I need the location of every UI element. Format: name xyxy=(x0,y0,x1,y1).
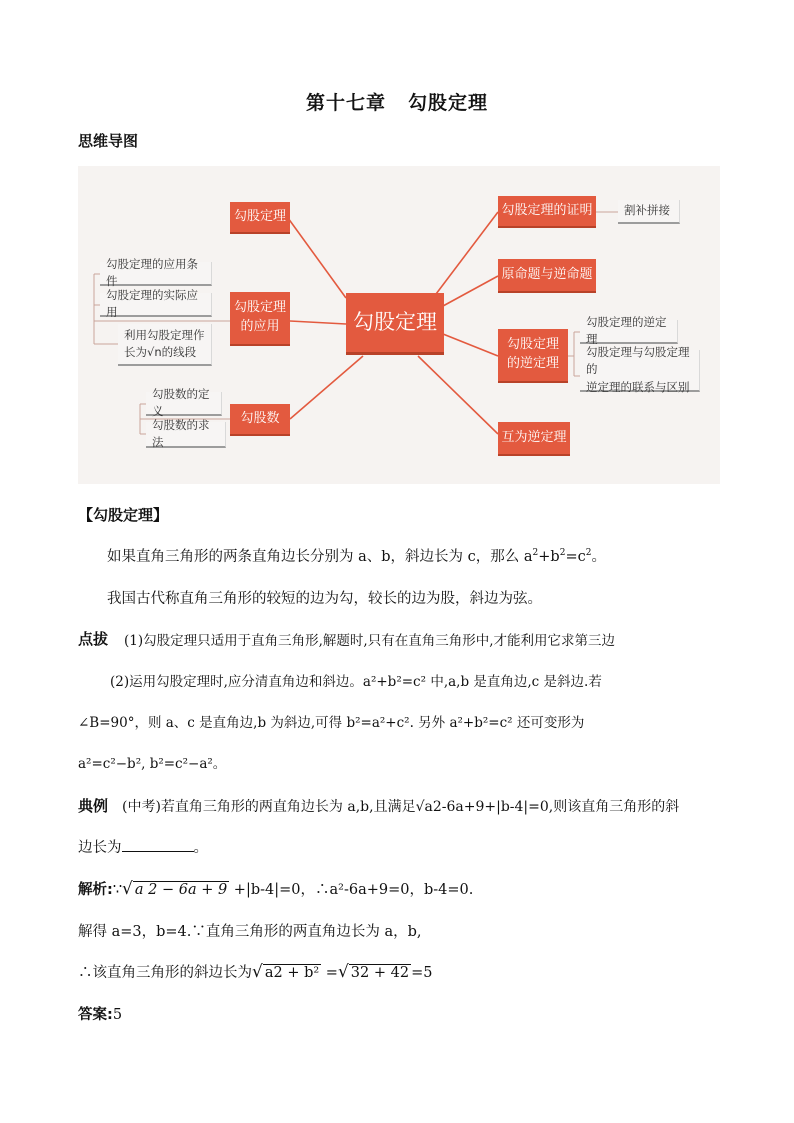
answer-value: 5 xyxy=(112,1007,123,1023)
exp: 2 xyxy=(532,548,539,559)
tip-line-1: (1)勾股定理只适用于直角三角形,解题时,只有在直角三角形中,才能利用它求第三边 xyxy=(124,633,615,649)
radicand: a2 + b² xyxy=(264,965,320,981)
mindmap-leaf-relation xyxy=(580,345,700,394)
solution-line-2: 解得 a=3，b=4.∵直角三角形的两直角边长为 a，b, xyxy=(78,924,422,940)
mindmap-node-theorem: 勾股定理 xyxy=(230,202,290,234)
chapter-name: 勾股定理 xyxy=(408,92,489,114)
exp: 2 xyxy=(585,548,592,559)
text: =c xyxy=(565,549,586,565)
text: 如果直角三角形的两条直角边长分别为 a、b，斜边长为 c，那么 a xyxy=(107,549,533,565)
section-heading: 【勾股定理】 xyxy=(78,506,169,524)
text: 边长为 xyxy=(78,840,122,856)
page-title xyxy=(0,88,794,115)
radical-sign: √ xyxy=(337,962,349,982)
solution-line-3 xyxy=(78,961,432,982)
radical-sign: √ xyxy=(122,879,133,899)
leaf-line-2: 逆定理的联系与区别 xyxy=(586,379,690,394)
text: +|b-4|=0，∴a²-6a+9=0，b-4=0. xyxy=(229,882,474,898)
mindmap-leaf-practical: 勾股定理的实际应用 xyxy=(100,293,212,317)
example-line-1: (中考)若直角三角形的两直角边长为 a,b,且满足√a2-6a+9+|b-4|=0,则该直角三角形的斜 xyxy=(122,799,680,815)
text: +b xyxy=(538,549,560,565)
mindmap-leaf-converse-theorem: 勾股定理的逆定理 xyxy=(580,320,678,344)
definition-paragraph xyxy=(107,545,606,566)
text: ∴该直角三角形的斜边长为 xyxy=(78,965,252,981)
radical-sign: √ xyxy=(252,962,263,982)
tip-line-3: ∠B=90°，则 a、c 是直角边,b 为斜边,可得 b²=a²+c². 另外 a²+b²=c² 还可变形为 xyxy=(78,715,585,731)
leaf-text: 长为 xyxy=(124,345,147,359)
text: 。 xyxy=(591,549,606,565)
answer-blank xyxy=(122,839,194,852)
mindmap-leaf-conditions: 勾股定理的应用条件 xyxy=(100,262,212,286)
leaf-line-2 xyxy=(124,344,196,361)
chapter-number: 第十七章 xyxy=(305,92,386,114)
mindmap-node-pythagorean-triples: 勾股数 xyxy=(230,404,290,436)
exp: 2 xyxy=(559,548,566,559)
mind-map xyxy=(78,166,720,484)
example-line-2 xyxy=(78,836,208,857)
answer-line xyxy=(78,1003,122,1024)
mindmap-node-mutual-converse: 互为逆定理 xyxy=(498,422,570,456)
text: ∵ xyxy=(112,882,123,898)
leaf-line-1: 勾股定理与勾股定理的 xyxy=(586,345,690,377)
sqrt-n: √n xyxy=(147,345,162,359)
mindmap-node-proof: 勾股定理的证明 xyxy=(498,196,596,228)
text: =5 xyxy=(411,965,433,981)
leaf-line-1: 利用勾股定理作 xyxy=(124,327,205,342)
radicand: a 2 − 6a + 9 xyxy=(134,882,228,898)
solution-label: 解析: xyxy=(78,882,113,898)
tip-line-2: (2)运用勾股定理时,应分清直角边和斜边。a²+b²=c² 中,a,b 是直角边,c 是斜边.若 xyxy=(110,674,602,690)
mindmap-center-node: 勾股定理 xyxy=(346,293,444,355)
solution-line-1 xyxy=(78,878,473,899)
tip-line-4: a²=c²−b², b²=c²−a²。 xyxy=(78,756,227,772)
history-paragraph: 我国古代称直角三角形的较短的边为勾，较长的边为股，斜边为弦。 xyxy=(107,591,542,607)
mindmap-leaf-triple-definition: 勾股数的定义 xyxy=(146,392,222,416)
text: = xyxy=(321,965,338,981)
mindmap-node-converse: 勾股定理 的逆定理 xyxy=(498,329,568,383)
mindmap-leaf-construct-segment xyxy=(118,324,212,366)
answer-label: 答案: xyxy=(78,1007,113,1023)
mindmap-node-application: 勾股定理 的应用 xyxy=(230,292,290,346)
mindmap-node-proposition: 原命题与逆命题 xyxy=(498,259,596,293)
mindmap-leaf-cut-and-paste: 割补拼接 xyxy=(618,200,680,224)
tip-label: 点拔 xyxy=(78,630,109,648)
mindmap-leaf-triple-method: 勾股数的求法 xyxy=(146,422,226,448)
mindmap-heading: 思维导图 xyxy=(78,132,139,150)
leaf-text: 的线段 xyxy=(161,345,197,359)
text: 。 xyxy=(193,840,208,856)
radicand: 32 + 42 xyxy=(350,965,410,981)
example-label: 典例 xyxy=(78,797,109,815)
